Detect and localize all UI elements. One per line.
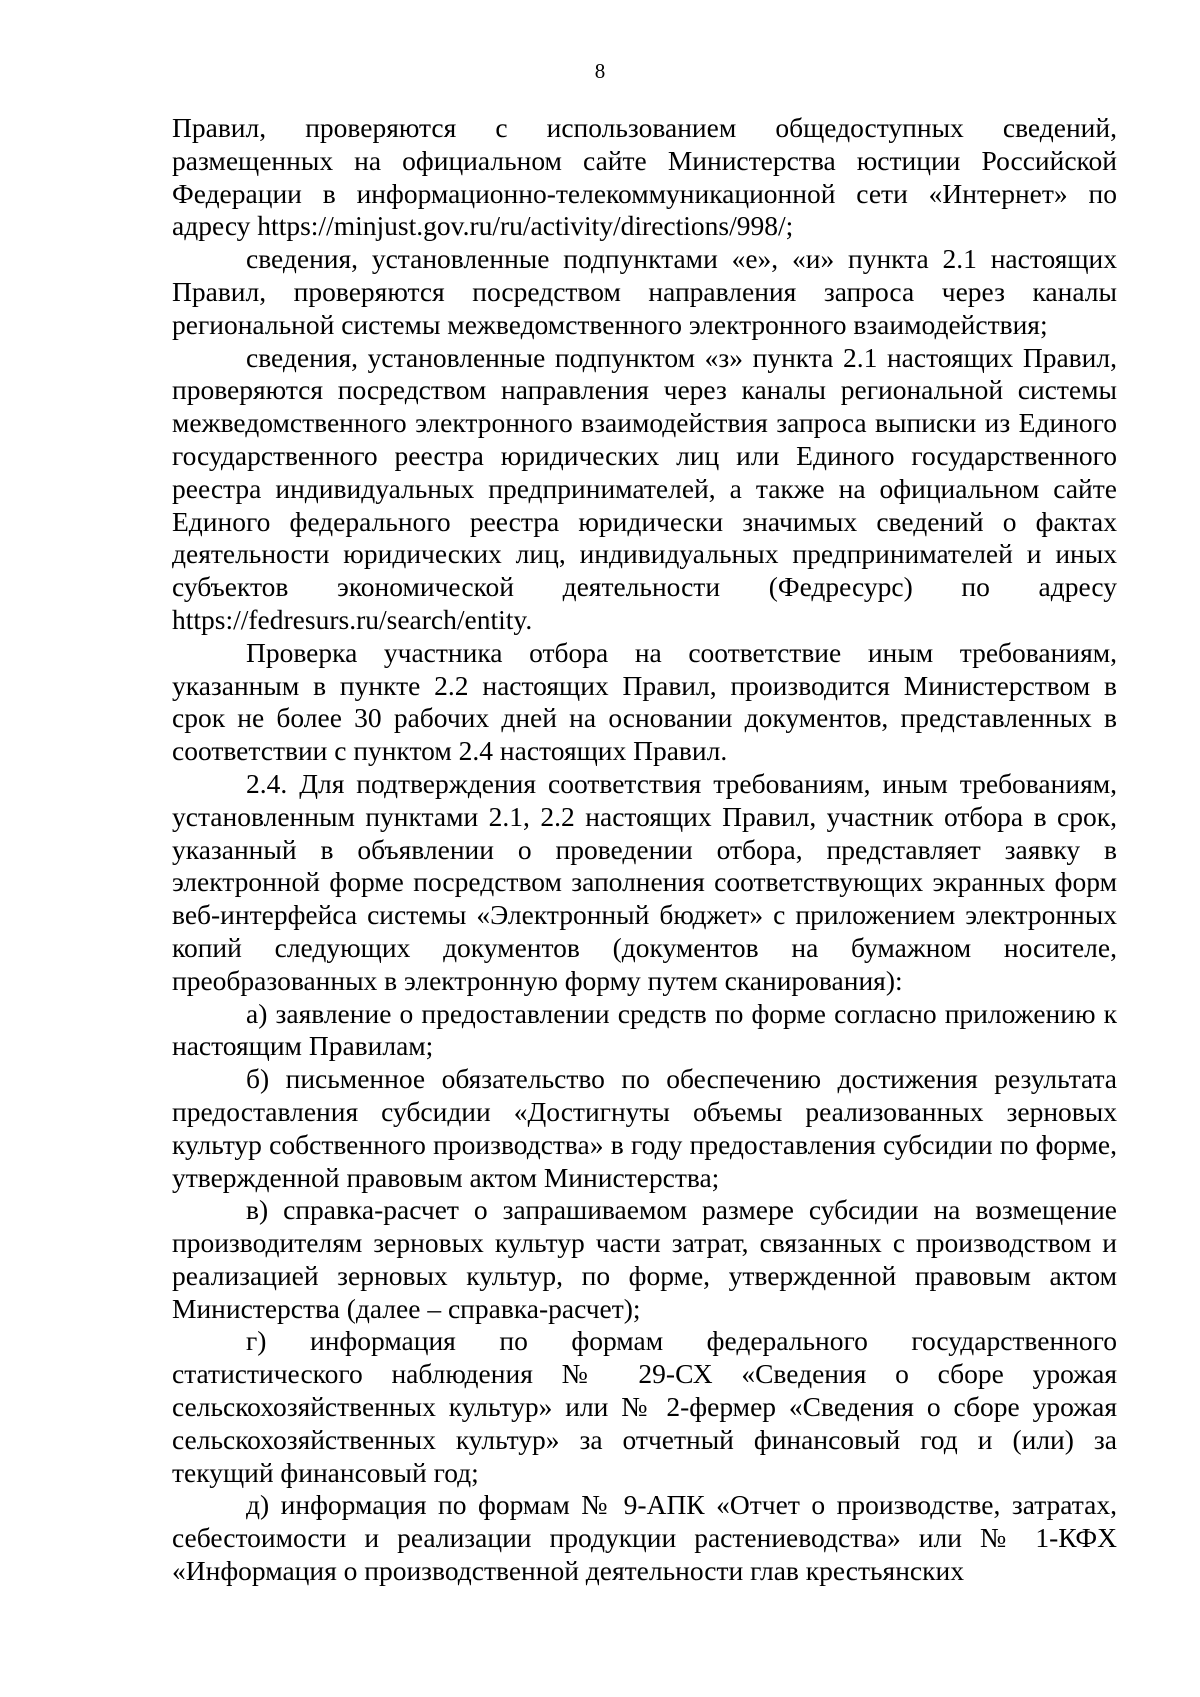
paragraph-clause-2-4: 2.4. Для подтверждения соответствия требованиям, иным требованиям, установленным пунктами 2.1, 2.2 настоящих Правил, участник отбора в срок, указанный в объявлении о проведении отбора, представляет заявку в электронной форме посредством заполнения соответствующих экранных форм веб-интерфейса системы «Электронный бюджет» с приложением электронных копий следующих документов (документов на бумажном носителе, преобразованных в электронную форму путем сканирования): bbox=[172, 767, 1117, 996]
paragraph-info-e-i: сведения, установленные подпунктами «е», «и» пункта 2.1 настоящих Правил, проверяются посредством направления запроса через каналы региональной системы межведомственного электронного взаимодействия; bbox=[172, 243, 1117, 340]
document-body bbox=[172, 112, 1117, 1588]
list-item-a: а) заявление о предоставлении средств по форме согласно приложению к настоящим Правилам; bbox=[172, 997, 1117, 1062]
paragraph-info-z: сведения, установленные подпунктом «з» пункта 2.1 настоящих Правил, проверяются посредством направления через каналы региональной системы межведомственного электронного взаимодействия запроса выписки из Единого государственного реестра юридических лиц или Единого государственного реестра индивидуальных предпринимателей, а также на официальном сайте Единого федерального реестра юридически значимых сведений о фактах деятельности юридических лиц, индивидуальных предпринимателей и иных субъектов экономической деятельности (Федресурс) по адресу https://fedresurs.ru/search/entity. bbox=[172, 341, 1117, 635]
list-item-d: д) информация по формам № 9-АПК «Отчет о производстве, затратах, себестоимости и реализации продукции растениеводства» или № 1-КФХ «Информация о производственной деятельности глав крестьянских bbox=[172, 1489, 1117, 1587]
list-item-v: в) справка-расчет о запрашиваемом размере субсидии на возмещение производителям зерновых культур части затрат, связанных с производством и реализацией зерновых культур, по форме, утвержденной правовым актом Министерства (далее – справка-расчет); bbox=[172, 1194, 1117, 1324]
page-number: 8 bbox=[594, 59, 606, 83]
list-item-b: б) письменное обязательство по обеспечению достижения результата предоставления субсидии «Достигнуты объемы реализованных зерновых культур собственного производства» в году предоставления субсидии по форме, утвержденной правовым актом Министерства; bbox=[172, 1063, 1117, 1193]
paragraph-continuation: Правил, проверяются с использованием общедоступных сведений, размещенных на официальном сайте Министерства юстиции Российской Федерации в информационно-телекоммуникационной сети «Интернет» по адресу https://minjust.gov.ru/ru/activity/directions/998/; bbox=[172, 112, 1117, 242]
paragraph-participant-check: Проверка участника отбора на соответствие иным требованиям, указанным в пункте 2.2 настоящих Правил, производится Министерством в срок не более 30 рабочих дней на основании документов, представленных в соответствии с пунктом 2.4 настоящих Правил. bbox=[172, 636, 1117, 767]
list-item-g: г) информация по формам федерального государственного статистического наблюдения № 29-СХ «Сведения о сборе урожая сельскохозяйственных культур» или № 2-фермер «Сведения о сборе урожая сельскохозяйственных культур» за отчетный финансовый год и (или) за текущий финансовый год; bbox=[172, 1325, 1117, 1488]
